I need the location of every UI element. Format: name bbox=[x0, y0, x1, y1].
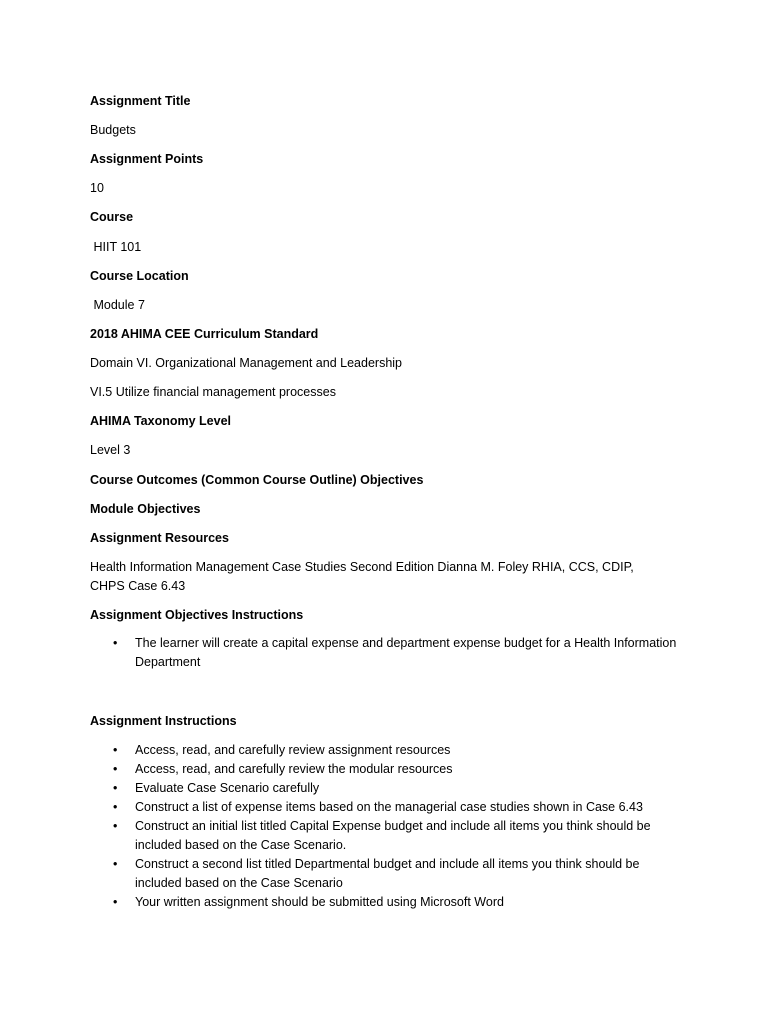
course-label: Course bbox=[90, 210, 134, 224]
instruction-text: Construct an initial list titled Capital Expense budget and include all items you think should be included based on the Case Scenario. bbox=[135, 819, 651, 852]
objectives-instructions-label: Assignment Objectives Instructions bbox=[90, 608, 304, 622]
instruction-text: Construct a list of expense items based on the managerial case studies shown in Case 6.43 bbox=[135, 800, 643, 814]
domain-line: Domain VI. Organizational Management and Leadership bbox=[90, 356, 402, 370]
course-location-value: Module 7 bbox=[90, 298, 145, 312]
list-item bbox=[90, 741, 680, 760]
instruction-text: Your written assignment should be submitted using Microsoft Word bbox=[135, 895, 504, 909]
instruction-text: Evaluate Case Scenario carefully bbox=[135, 781, 320, 795]
list-item bbox=[90, 760, 680, 779]
resources-value: Health Information Management Case Studies Second Edition Dianna M. Foley RHIA, CCS, CDIP, CHPS Case 6.43 bbox=[90, 560, 634, 593]
instruction-text: Construct a second list titled Departmental budget and include all items you think should be included based on the Case Scenario bbox=[135, 857, 640, 890]
assignment-title-value: Budgets bbox=[90, 123, 136, 137]
resources-label: Assignment Resources bbox=[90, 531, 229, 545]
standard-line: VI.5 Utilize financial management processes bbox=[90, 385, 336, 399]
instructions-list bbox=[90, 741, 680, 912]
bullet-glyph: • bbox=[113, 636, 118, 650]
course-value: HIIT 101 bbox=[90, 240, 142, 254]
instruction-text: Access, read, and carefully review assignment resources bbox=[135, 743, 451, 757]
objective-text: The learner will create a capital expense and department expense budget for a Health Information Department bbox=[135, 636, 677, 669]
list-item bbox=[90, 893, 680, 912]
course-location-label: Course Location bbox=[90, 269, 189, 283]
course-outcomes-label: Course Outcomes (Common Course Outline) Objectives bbox=[90, 473, 424, 487]
list-item bbox=[90, 817, 680, 855]
assignment-points-label: Assignment Points bbox=[90, 152, 204, 166]
assignment-points-value: 10 bbox=[90, 181, 104, 195]
objectives-list bbox=[90, 634, 680, 672]
instructions-label: Assignment Instructions bbox=[90, 714, 237, 728]
assignment-title-label: Assignment Title bbox=[90, 94, 191, 108]
bullet-glyph: • bbox=[113, 781, 118, 795]
list-item bbox=[90, 798, 680, 817]
instruction-text: Access, read, and carefully review the modular resources bbox=[135, 762, 453, 776]
taxonomy-label: AHIMA Taxonomy Level bbox=[90, 414, 231, 428]
bullet-glyph: • bbox=[113, 857, 118, 871]
taxonomy-value: Level 3 bbox=[90, 443, 131, 457]
bullet-glyph: • bbox=[113, 800, 118, 814]
curriculum-standard-label: 2018 AHIMA CEE Curriculum Standard bbox=[90, 327, 319, 341]
list-item bbox=[90, 855, 680, 893]
bullet-glyph: • bbox=[113, 819, 118, 833]
bullet-glyph: • bbox=[113, 762, 118, 776]
bullet-glyph: • bbox=[113, 895, 118, 909]
list-item bbox=[90, 634, 680, 672]
module-objectives-label: Module Objectives bbox=[90, 502, 201, 516]
bullet-glyph: • bbox=[113, 743, 118, 757]
list-item bbox=[90, 779, 680, 798]
